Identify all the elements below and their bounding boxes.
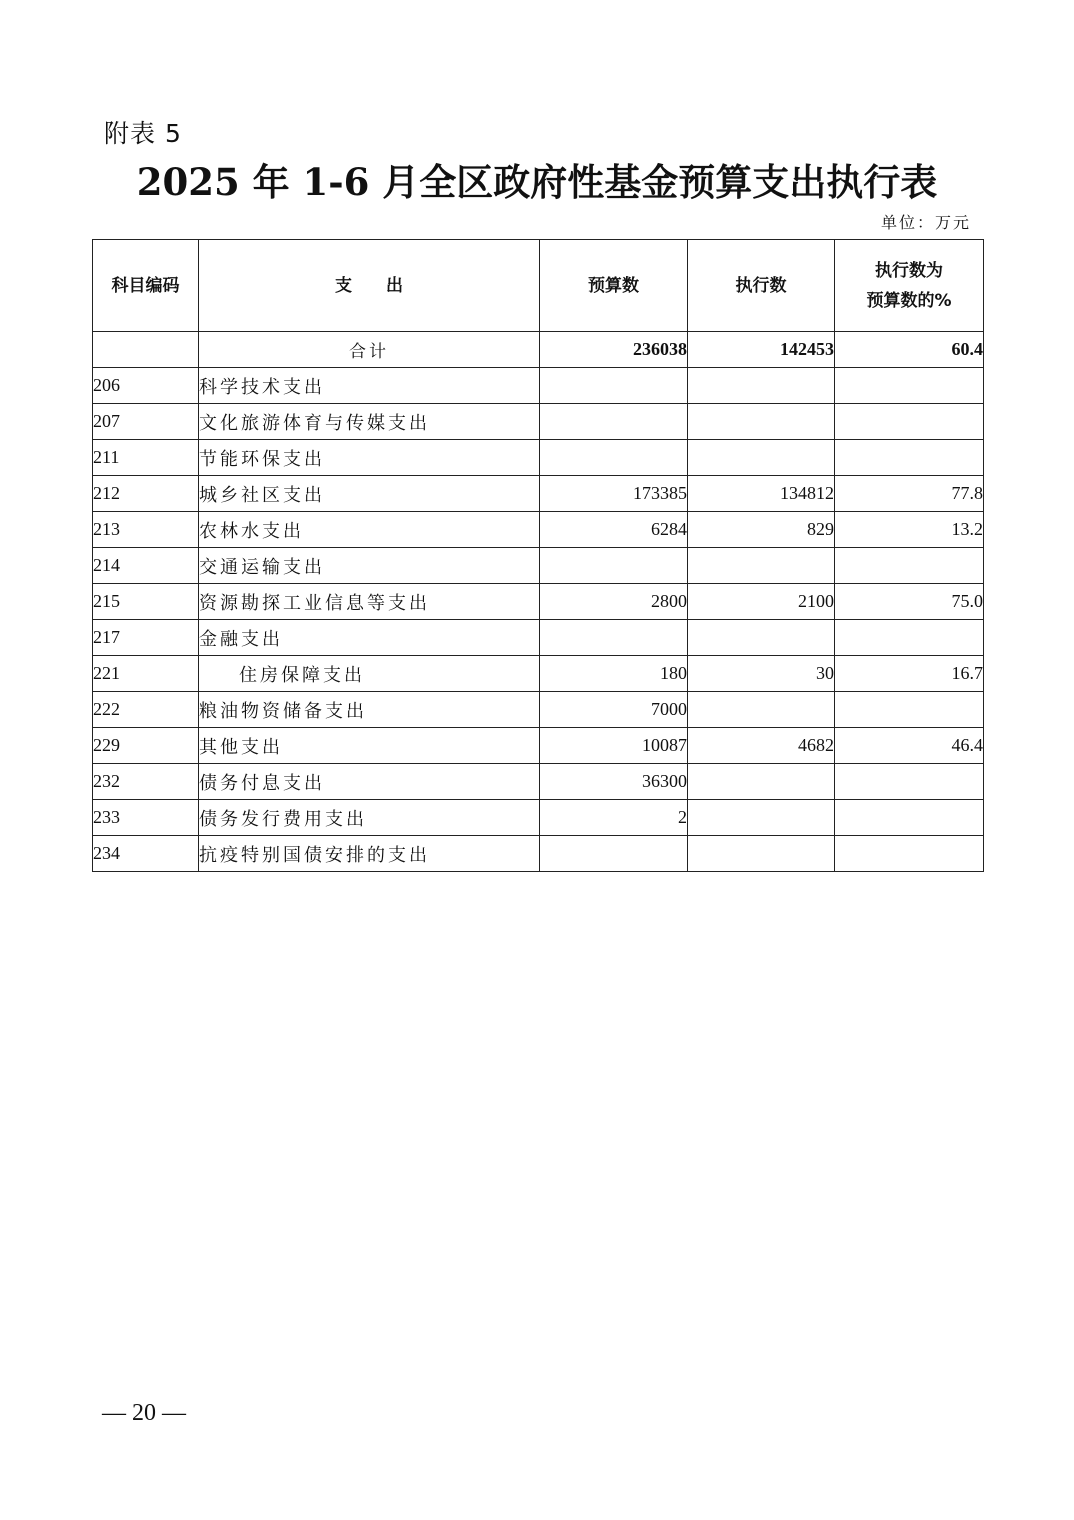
column-header-percent-line2: 预算数的% — [866, 290, 952, 311]
budget-expenditure-table — [92, 239, 984, 872]
row-item-name: 城乡社区支出 — [199, 476, 540, 512]
table-row — [93, 836, 984, 872]
row-budget — [540, 620, 688, 656]
row-item-name: 金融支出 — [199, 620, 540, 656]
row-budget: 36300 — [540, 764, 688, 800]
column-header-executed: 执行数 — [688, 240, 835, 332]
row-budget — [540, 404, 688, 440]
row-percent — [835, 692, 984, 728]
row-item-name: 其他支出 — [199, 728, 540, 764]
table-row — [93, 368, 984, 404]
row-percent — [835, 368, 984, 404]
column-header-code: 科目编码 — [93, 240, 199, 332]
page-number: — 20 — — [102, 1400, 186, 1426]
row-executed — [688, 836, 835, 872]
row-percent — [835, 800, 984, 836]
row-item-name: 住房保障支出 — [199, 656, 540, 692]
total-label: 合计 — [199, 332, 540, 368]
table-row — [93, 728, 984, 764]
row-item-name: 文化旅游体育与传媒支出 — [199, 404, 540, 440]
row-percent: 13.2 — [835, 512, 984, 548]
row-executed — [688, 692, 835, 728]
row-budget: 10087 — [540, 728, 688, 764]
table-row — [93, 440, 984, 476]
row-budget — [540, 836, 688, 872]
row-code: 222 — [93, 692, 199, 728]
row-executed: 4682 — [688, 728, 835, 764]
table-row — [93, 620, 984, 656]
row-item-name: 资源勘探工业信息等支出 — [199, 584, 540, 620]
column-header-percent-line1: 执行数为 — [875, 260, 943, 281]
row-item-name: 科学技术支出 — [199, 368, 540, 404]
row-code: 212 — [93, 476, 199, 512]
row-item-name: 粮油物资储备支出 — [199, 692, 540, 728]
total-executed: 142453 — [688, 332, 835, 368]
row-percent — [835, 764, 984, 800]
row-code: 229 — [93, 728, 199, 764]
row-percent: 16.7 — [835, 656, 984, 692]
table-row — [93, 692, 984, 728]
row-item-name: 债务发行费用支出 — [199, 800, 540, 836]
table-row — [93, 764, 984, 800]
row-code: 234 — [93, 836, 199, 872]
total-row — [93, 332, 984, 368]
table-row — [93, 584, 984, 620]
row-code: 232 — [93, 764, 199, 800]
row-item-name: 抗疫特别国债安排的支出 — [199, 836, 540, 872]
row-budget: 173385 — [540, 476, 688, 512]
row-executed — [688, 368, 835, 404]
total-percent: 60.4 — [835, 332, 984, 368]
row-percent — [835, 404, 984, 440]
table-row — [93, 656, 984, 692]
row-budget — [540, 440, 688, 476]
row-executed — [688, 800, 835, 836]
row-percent — [835, 620, 984, 656]
row-code: 211 — [93, 440, 199, 476]
row-percent: 75.0 — [835, 584, 984, 620]
row-executed: 2100 — [688, 584, 835, 620]
row-executed — [688, 548, 835, 584]
row-budget — [540, 548, 688, 584]
row-executed — [688, 404, 835, 440]
row-code: 213 — [93, 512, 199, 548]
row-code: 215 — [93, 584, 199, 620]
row-executed: 829 — [688, 512, 835, 548]
row-percent — [835, 548, 984, 584]
row-item-name: 节能环保支出 — [199, 440, 540, 476]
attachment-label: 附表 5 — [104, 119, 182, 148]
row-percent: 77.8 — [835, 476, 984, 512]
table-header-row — [93, 240, 984, 332]
row-budget: 7000 — [540, 692, 688, 728]
row-executed: 30 — [688, 656, 835, 692]
total-budget: 236038 — [540, 332, 688, 368]
row-executed — [688, 764, 835, 800]
row-budget: 6284 — [540, 512, 688, 548]
row-budget — [540, 368, 688, 404]
row-percent: 46.4 — [835, 728, 984, 764]
column-header-item: 支 出 — [199, 240, 540, 332]
row-budget: 180 — [540, 656, 688, 692]
column-header-percent — [835, 240, 984, 332]
page-title: 2025 年 1-6 月全区政府性基金预算支出执行表 — [136, 160, 938, 204]
table-row — [93, 404, 984, 440]
row-percent — [835, 836, 984, 872]
row-code: 221 — [93, 656, 199, 692]
row-item-name: 交通运输支出 — [199, 548, 540, 584]
table-row — [93, 548, 984, 584]
total-code — [93, 332, 199, 368]
unit-label: 单位：万元 — [880, 213, 971, 232]
table-row — [93, 476, 984, 512]
row-code: 214 — [93, 548, 199, 584]
table-row — [93, 512, 984, 548]
row-item-name: 债务付息支出 — [199, 764, 540, 800]
row-percent — [835, 440, 984, 476]
table-row — [93, 800, 984, 836]
row-code: 217 — [93, 620, 199, 656]
row-code: 233 — [93, 800, 199, 836]
row-code: 206 — [93, 368, 199, 404]
row-budget: 2800 — [540, 584, 688, 620]
row-budget: 2 — [540, 800, 688, 836]
column-header-budget: 预算数 — [540, 240, 688, 332]
row-executed — [688, 620, 835, 656]
row-item-name: 农林水支出 — [199, 512, 540, 548]
row-executed — [688, 440, 835, 476]
row-executed: 134812 — [688, 476, 835, 512]
row-code: 207 — [93, 404, 199, 440]
